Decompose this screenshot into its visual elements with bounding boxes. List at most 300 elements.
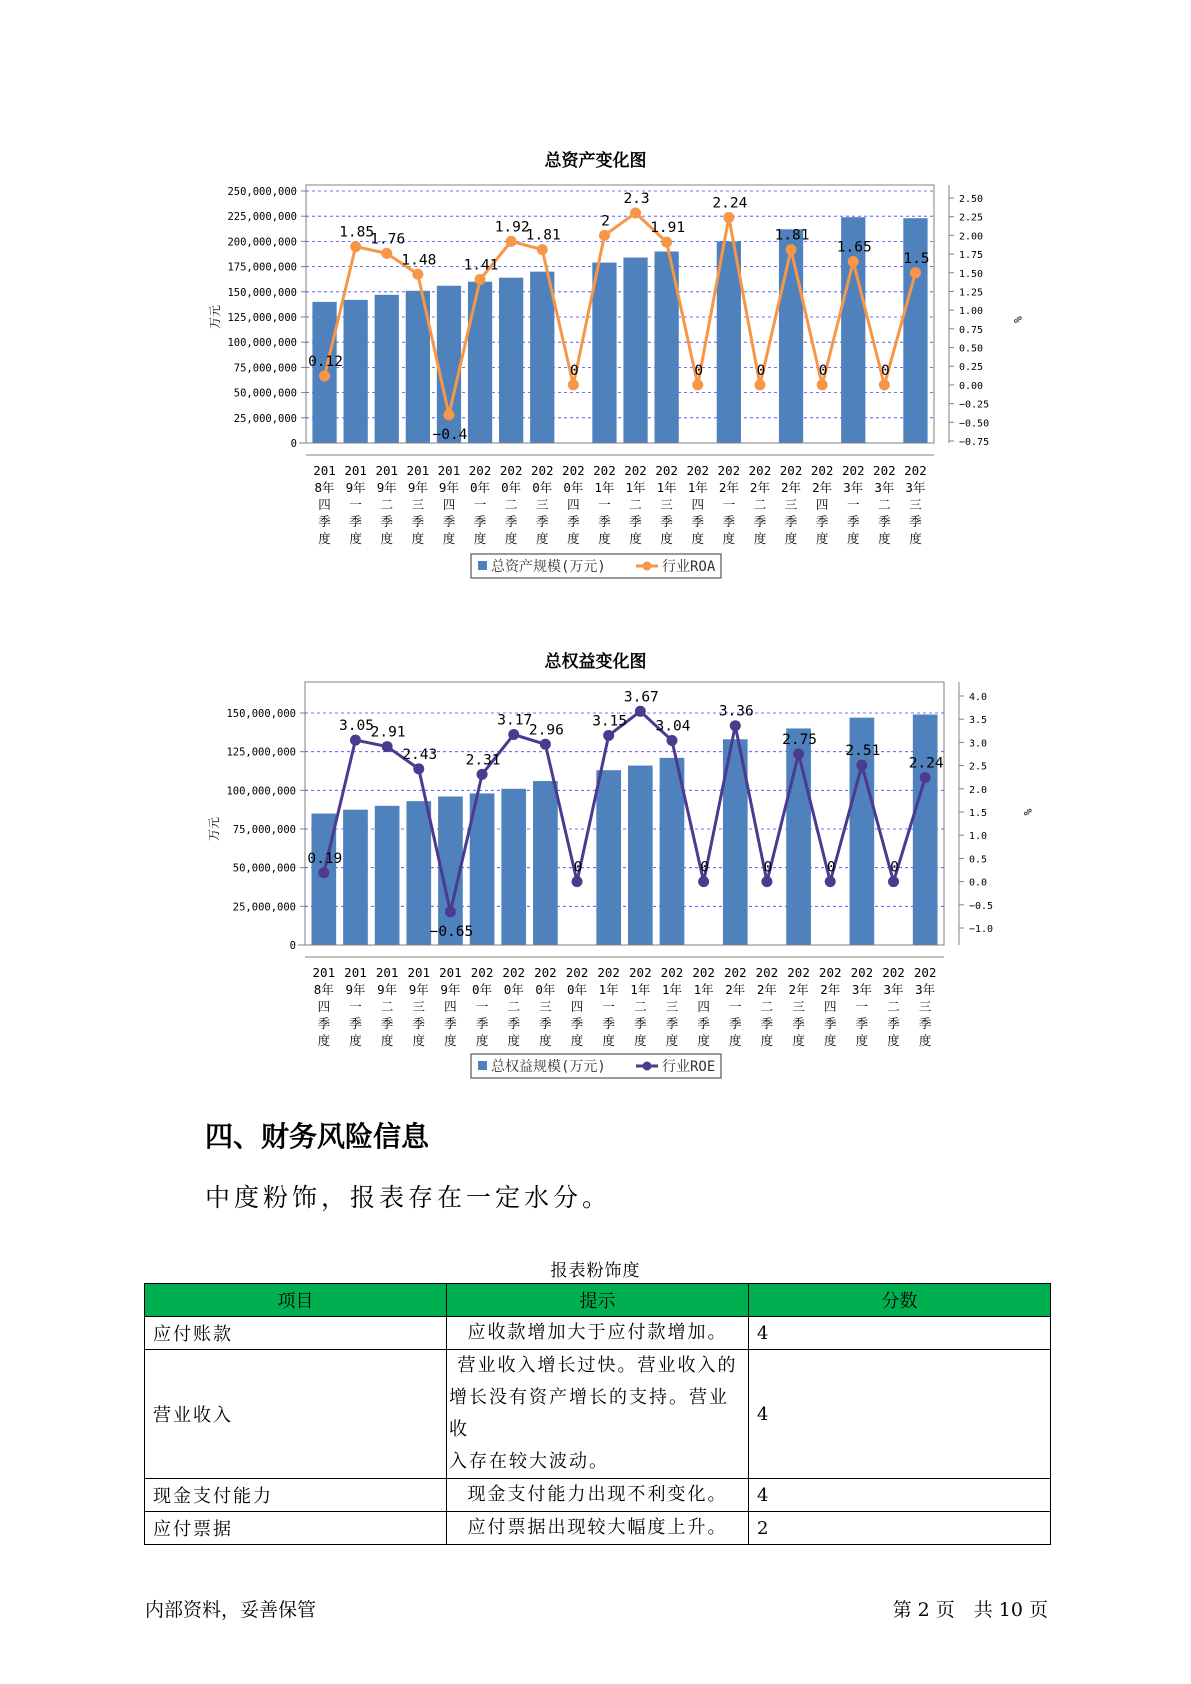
bar — [660, 758, 685, 945]
bar — [913, 715, 938, 945]
category-label: 四 — [317, 999, 331, 1014]
line-point — [319, 370, 330, 381]
data-label: 1.5 — [903, 250, 930, 267]
category-label: 季 — [349, 514, 362, 529]
category-label: 度 — [697, 1033, 710, 1048]
data-label: 3.04 — [655, 718, 691, 735]
category-label: 度 — [855, 1033, 869, 1048]
category-label: 季 — [602, 1016, 615, 1031]
line-point — [825, 876, 836, 887]
category-label: 度 — [535, 531, 549, 546]
hint-line: 现金支付能力出现不利变化。 — [467, 1484, 728, 1505]
category-label: 度 — [792, 1033, 805, 1048]
category-label: 季 — [823, 1016, 837, 1031]
right-tick-label: 2.5 — [969, 761, 988, 773]
line-point — [445, 906, 456, 917]
category-label: 1年 — [594, 480, 615, 495]
category-label: 202 — [779, 463, 803, 478]
category-label: 度 — [753, 531, 767, 546]
category-label: 一 — [846, 497, 860, 512]
chart-title-total-equity: 总权益变化图 — [544, 652, 647, 672]
category-label: 202 — [655, 463, 678, 478]
table-header-row — [145, 1284, 1051, 1317]
line-point — [537, 244, 548, 255]
category-label: 度 — [570, 1033, 584, 1048]
category-label: 四 — [815, 497, 829, 512]
left-tick-label: 225,000,000 — [227, 211, 297, 224]
data-label: 3.15 — [592, 713, 628, 730]
category-label: 202 — [686, 463, 710, 478]
header-item: 项目 — [145, 1284, 447, 1317]
bar — [779, 229, 803, 443]
line-point — [477, 769, 488, 780]
category-label: 度 — [729, 1033, 742, 1048]
line-point — [920, 772, 931, 783]
category-label: 季 — [909, 514, 922, 529]
category-label: 9年 — [345, 982, 366, 997]
category-label: 度 — [634, 1033, 647, 1048]
category-label: 季 — [507, 1016, 520, 1031]
category-label: 202 — [882, 965, 905, 980]
category-label: 202 — [717, 463, 741, 478]
category-label: 201 — [437, 463, 461, 478]
bar — [533, 781, 558, 945]
category-label: 度 — [887, 1033, 900, 1048]
left-tick-label: 75,000,000 — [233, 362, 297, 375]
category-label: 8年 — [313, 982, 334, 997]
category-label: 季 — [444, 1016, 457, 1031]
data-label: 0 — [694, 362, 704, 379]
category-label: 202 — [873, 463, 896, 478]
bar — [499, 278, 523, 443]
category-label: 202 — [468, 463, 492, 478]
category-label: 四 — [570, 999, 584, 1014]
line-point — [443, 409, 454, 420]
category-label: 季 — [539, 1016, 552, 1031]
category-label: 三 — [665, 999, 679, 1014]
row-item: 现金支付能力 — [145, 1479, 447, 1512]
category-label: 度 — [507, 1033, 520, 1048]
data-label: 2.51 — [845, 743, 881, 760]
data-label: −0.4 — [432, 426, 468, 443]
category-label: 1年 — [687, 480, 708, 495]
bar — [344, 300, 368, 443]
category-label: 度 — [846, 531, 860, 546]
bar — [596, 770, 621, 945]
line-point — [413, 763, 424, 774]
category-label: 度 — [567, 531, 580, 546]
footer-page-number: 第 2 页 共 10 页 — [892, 1599, 1048, 1621]
hint-line: 入存在较大波动。 — [449, 1451, 609, 1472]
bar — [786, 728, 811, 945]
row-item: 应付票据 — [145, 1512, 447, 1545]
row-score: 4 — [749, 1350, 1051, 1479]
category-label: 季 — [697, 1016, 710, 1031]
category-label: 202 — [723, 965, 747, 980]
data-label: 3.36 — [718, 703, 754, 720]
line-point — [666, 735, 677, 746]
category-label: 度 — [317, 1033, 331, 1048]
data-label: 0 — [826, 859, 836, 876]
category-label: 三 — [660, 497, 673, 512]
table-row — [145, 1317, 1051, 1350]
category-label: 四 — [697, 999, 710, 1014]
right-tick-label: 1.25 — [959, 287, 984, 299]
data-label: 0 — [756, 362, 766, 379]
category-label: 季 — [855, 1016, 869, 1031]
category-label: 季 — [665, 1016, 679, 1031]
category-label: 3年 — [883, 982, 904, 997]
row-hint — [447, 1512, 749, 1545]
right-tick-label: −1.0 — [969, 924, 994, 935]
category-label: 3年 — [874, 480, 895, 495]
row-score: 4 — [749, 1317, 1051, 1350]
left-tick-label: 0 — [290, 438, 297, 450]
right-tick-label: 2.50 — [959, 194, 984, 205]
right-tick-label: 2.25 — [959, 212, 984, 224]
data-label: 1.81 — [525, 227, 561, 244]
line-point — [761, 876, 772, 887]
category-label: 0年 — [501, 480, 522, 495]
line-point — [603, 730, 614, 741]
data-label: 3.67 — [623, 689, 659, 706]
category-label: 季 — [349, 1016, 362, 1031]
data-label: 1.41 — [463, 257, 499, 274]
category-label: 度 — [918, 1033, 932, 1048]
line-point — [910, 267, 921, 278]
category-label: 度 — [602, 1033, 615, 1048]
category-label: 二 — [507, 999, 520, 1014]
bar — [468, 282, 492, 443]
hint-line: 应收款增加大于应付款增加。 — [467, 1322, 728, 1343]
data-label: 2.24 — [712, 195, 748, 212]
category-label: 2年 — [749, 480, 770, 495]
data-label: 2.75 — [782, 732, 818, 748]
bar — [406, 801, 431, 945]
line-point — [723, 212, 734, 223]
category-label: 三 — [792, 999, 805, 1014]
category-label: 度 — [598, 531, 611, 546]
category-label: 度 — [815, 531, 829, 546]
category-label: 0年 — [503, 982, 524, 997]
legend-line-label: 行业ROE — [662, 1059, 716, 1075]
category-label: 季 — [887, 1016, 900, 1031]
category-label: 度 — [823, 1033, 837, 1048]
left-axis-title: 万元 — [207, 816, 221, 842]
right-tick-label: −0.50 — [959, 418, 990, 430]
risk-summary: 中度粉饰，报表存在一定水分。 — [205, 1183, 612, 1212]
category-label: 季 — [317, 1016, 331, 1031]
category-label: 季 — [629, 514, 642, 529]
category-label: 3年 — [905, 480, 926, 495]
category-label: 0年 — [470, 480, 491, 495]
right-tick-label: 2.0 — [969, 784, 988, 796]
right-axis-ticks — [949, 194, 989, 448]
category-label: 2年 — [820, 982, 841, 997]
left-tick-label: 125,000,000 — [227, 312, 297, 324]
window-dressing-table — [144, 1283, 1051, 1545]
category-label: 度 — [349, 531, 362, 546]
category-label: 202 — [904, 463, 927, 478]
category-label: 202 — [850, 965, 874, 980]
legend-bar-label: 总权益规模(万元) — [491, 1059, 606, 1075]
category-label: 季 — [504, 514, 518, 529]
category-label: 9年 — [377, 982, 398, 997]
category-label: 一 — [602, 999, 615, 1014]
category-label: 度 — [318, 531, 331, 546]
category-label: 202 — [470, 965, 494, 980]
data-label: −0.65 — [429, 923, 474, 940]
category-label: 202 — [755, 965, 779, 980]
category-label: 一 — [349, 999, 362, 1014]
left-tick-label: 250,000,000 — [227, 186, 297, 198]
right-tick-label: 3.0 — [969, 738, 988, 750]
category-label: 季 — [722, 514, 736, 529]
category-label: 8年 — [314, 480, 335, 495]
bar — [375, 295, 399, 443]
right-tick-label: 0.75 — [959, 324, 984, 336]
line-point — [730, 720, 741, 731]
category-label: 一 — [349, 497, 362, 512]
category-label: 202 — [841, 463, 865, 478]
category-label: 3年 — [843, 480, 864, 495]
category-label: 二 — [380, 497, 394, 512]
right-tick-label: 0.5 — [969, 854, 988, 866]
category-label: 季 — [691, 514, 705, 529]
category-label: 度 — [665, 1033, 679, 1048]
left-tick-label: 25,000,000 — [233, 412, 297, 425]
line-point — [692, 379, 703, 390]
category-label: 度 — [411, 531, 425, 546]
category-label: 度 — [691, 531, 705, 546]
category-label: 202 — [748, 463, 772, 478]
category-label: 三 — [909, 497, 922, 512]
category-label: 201 — [344, 965, 367, 980]
legend-line-label: 行业ROA — [662, 559, 716, 575]
category-label: 一 — [473, 497, 487, 512]
line-point — [350, 735, 361, 746]
data-label: 0 — [573, 859, 583, 876]
category-label: 度 — [784, 531, 798, 546]
line-point — [382, 741, 393, 752]
category-label: 9年 — [407, 480, 428, 495]
category-label: 201 — [312, 965, 336, 980]
data-label: 1.76 — [370, 231, 406, 248]
category-label: 度 — [349, 1033, 362, 1048]
category-label: 度 — [473, 531, 487, 546]
bar — [375, 806, 400, 945]
right-tick-label: 0.0 — [969, 877, 988, 889]
row-hint — [447, 1479, 749, 1512]
left-axis-ticks — [227, 186, 306, 450]
category-label: 度 — [412, 1033, 426, 1048]
category-label: 9年 — [440, 982, 461, 997]
right-tick-label: 0.00 — [959, 380, 984, 392]
legend-bar-label: 总资产规模(万元) — [491, 559, 606, 575]
category-label: 202 — [787, 965, 810, 980]
category-label: 四 — [691, 497, 705, 512]
category-label: 二 — [878, 497, 891, 512]
category-label: 季 — [535, 514, 549, 529]
data-label: 2.96 — [528, 722, 564, 739]
legend-line-marker — [643, 1062, 652, 1071]
right-tick-label: 1.0 — [969, 831, 988, 843]
line-point — [350, 241, 361, 252]
category-label: 一 — [722, 497, 736, 512]
category-label: 季 — [660, 514, 673, 529]
legend-bar-swatch — [478, 561, 487, 570]
category-label: 一 — [598, 497, 611, 512]
row-score: 4 — [749, 1479, 1051, 1512]
category-label: 三 — [539, 999, 552, 1014]
category-label: 季 — [815, 514, 829, 529]
right-axis-title: % — [1021, 808, 1034, 816]
bar — [530, 272, 554, 443]
line-point — [848, 256, 859, 267]
data-label: 0 — [700, 859, 709, 876]
right-tick-label: 0.25 — [959, 362, 984, 374]
header-hint: 提示 — [447, 1284, 749, 1317]
line-point — [599, 230, 610, 241]
category-label: 季 — [598, 514, 611, 529]
category-label: 202 — [593, 463, 616, 478]
category-label: 二 — [634, 999, 647, 1014]
category-label: 度 — [539, 1033, 552, 1048]
category-label: 季 — [784, 514, 798, 529]
left-axis-ticks — [226, 708, 305, 952]
line-point — [540, 739, 551, 750]
category-label: 度 — [722, 531, 736, 546]
category-label: 度 — [442, 531, 456, 546]
category-label: 2年 — [725, 982, 746, 997]
category-label: 1年 — [625, 480, 646, 495]
bar — [592, 263, 616, 443]
category-label: 202 — [562, 463, 585, 478]
hint-line: 应付票据出现较大幅度上升。 — [467, 1517, 728, 1538]
right-tick-label: −0.75 — [959, 437, 990, 448]
right-tick-label: 1.5 — [969, 808, 988, 819]
data-label: 0 — [890, 859, 899, 876]
category-label: 202 — [534, 965, 557, 980]
bar — [501, 789, 526, 945]
right-tick-label: 0.50 — [959, 343, 984, 355]
data-label: 1.65 — [836, 239, 872, 256]
category-label: 202 — [530, 463, 554, 478]
line-point — [888, 876, 899, 887]
category-label: 2年 — [756, 982, 777, 997]
category-label: 季 — [567, 514, 580, 529]
category-label: 201 — [375, 463, 399, 478]
category-label: 度 — [909, 531, 922, 546]
category-label: 季 — [846, 514, 860, 529]
category-label: 季 — [380, 1016, 394, 1031]
footer-confidential: 内部资料，妥善保管 — [145, 1599, 317, 1621]
data-label: 3.17 — [497, 712, 533, 729]
category-label: 度 — [504, 531, 518, 546]
category-label: 三 — [411, 497, 425, 512]
category-label: 2年 — [788, 982, 809, 997]
category-label: 三 — [918, 999, 932, 1014]
bar — [628, 766, 653, 945]
category-label: 度 — [380, 531, 394, 546]
bar — [343, 810, 368, 945]
category-label: 202 — [818, 965, 842, 980]
data-label: 1.48 — [401, 252, 437, 269]
category-labels — [313, 463, 926, 546]
right-tick-label: −0.25 — [959, 399, 990, 411]
category-label: 四 — [442, 497, 456, 512]
category-label: 季 — [442, 514, 456, 529]
left-tick-label: 50,000,000 — [233, 387, 297, 400]
category-label: 2年 — [718, 480, 739, 495]
row-score: 2 — [749, 1512, 1051, 1545]
category-label: 季 — [878, 514, 891, 529]
left-tick-label: 125,000,000 — [226, 746, 296, 759]
category-label: 0年 — [567, 982, 588, 997]
category-label: 0年 — [472, 982, 493, 997]
line-point — [786, 244, 797, 255]
line-point — [879, 379, 890, 390]
left-tick-label: 175,000,000 — [227, 261, 297, 274]
data-label: 0 — [763, 859, 773, 876]
category-label: 202 — [597, 965, 620, 980]
category-label: 202 — [629, 965, 652, 980]
category-label: 201 — [313, 463, 336, 478]
category-label: 二 — [504, 497, 518, 512]
data-label: 1.85 — [339, 224, 375, 241]
data-label: 0 — [818, 362, 828, 379]
category-labels — [313, 965, 937, 1048]
category-label: 季 — [318, 514, 331, 529]
right-tick-label: 1.75 — [959, 250, 984, 262]
category-label: 季 — [792, 1016, 805, 1031]
data-label: 2.3 — [623, 190, 650, 207]
category-label: 0年 — [532, 480, 553, 495]
left-tick-label: 100,000,000 — [227, 337, 297, 350]
category-label: 202 — [692, 965, 715, 980]
line-point — [568, 379, 579, 390]
data-label: 2.24 — [908, 755, 944, 772]
category-label: 二 — [380, 999, 394, 1014]
left-tick-label: 75,000,000 — [232, 824, 296, 836]
line-point — [856, 760, 867, 771]
line-point — [754, 379, 765, 390]
table-row — [145, 1512, 1051, 1545]
category-label: 一 — [475, 999, 489, 1014]
row-hint — [447, 1317, 749, 1350]
category-label: 季 — [473, 514, 487, 529]
data-label: 1.92 — [494, 219, 530, 236]
section-heading: 四、财务风险信息 — [205, 1120, 430, 1153]
category-label: 202 — [810, 463, 834, 478]
category-label: 季 — [411, 514, 425, 529]
category-label: 一 — [729, 999, 742, 1014]
category-label: 三 — [535, 497, 549, 512]
category-label: 3年 — [851, 982, 872, 997]
right-tick-label: −0.5 — [969, 900, 994, 912]
left-axis-title: 万元 — [208, 304, 222, 330]
chart-title-total-assets: 总资产变化图 — [544, 151, 647, 171]
row-item: 应付账款 — [145, 1317, 447, 1350]
line-point — [817, 379, 828, 390]
category-label: 2年 — [812, 480, 833, 495]
category-label: 季 — [570, 1016, 584, 1031]
category-label: 三 — [412, 999, 426, 1014]
category-label: 二 — [629, 497, 642, 512]
data-label: 2.31 — [465, 752, 501, 769]
data-label: 0 — [569, 362, 579, 379]
right-tick-label: 2.00 — [959, 231, 984, 243]
